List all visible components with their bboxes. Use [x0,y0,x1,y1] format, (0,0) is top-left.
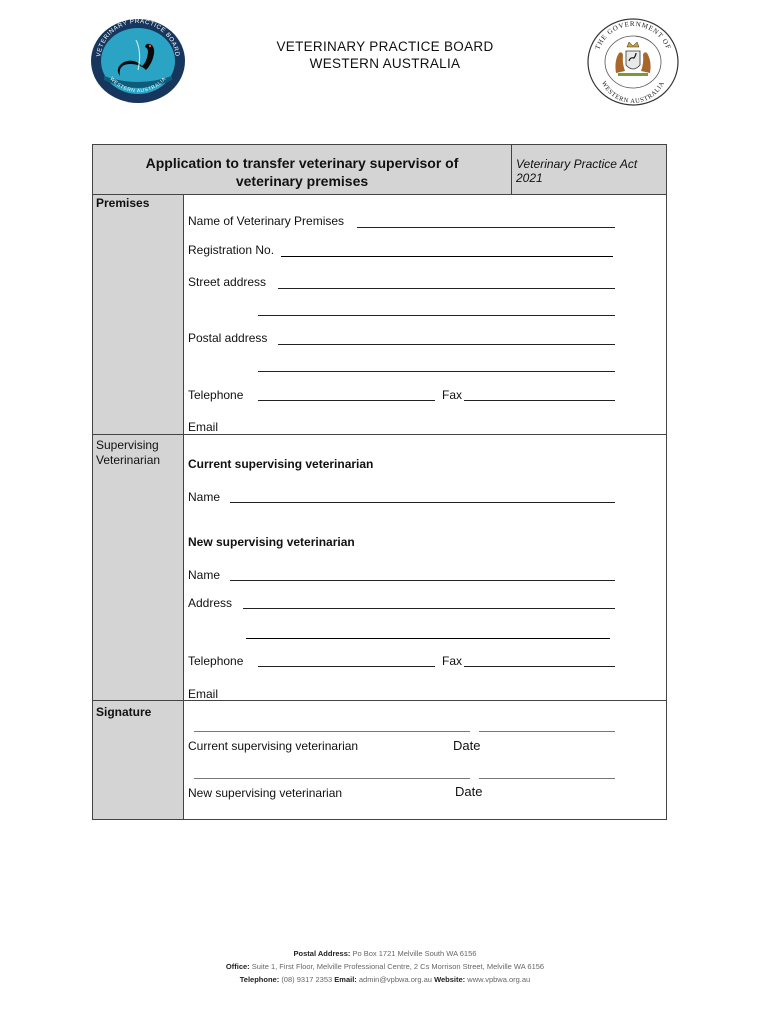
street-address-label: Street address [188,275,267,289]
footer-office [0,960,770,973]
current-vet-name-label: Name [188,490,221,504]
footer-office-value: Suite 1, First Floor, Melville Professional Centre, 2 Cs Morrison Street, Melville WA 6156 [251,962,545,971]
footer-contact [0,973,770,986]
new-vet-name-field[interactable] [230,580,615,581]
title-divider [511,145,512,195]
premises-row-border [92,434,667,435]
wa-coat-of-arms-icon [586,17,680,107]
new-vet-signature-label: New supervising veterinarian [188,786,343,800]
new-vet-date-field[interactable] [479,778,615,779]
current-vet-signature-field[interactable] [194,731,470,732]
new-vet-address-field-1[interactable] [243,608,615,609]
svg-text:THE GOVERNMENT OF: THE GOVERNMENT OF [593,19,673,51]
supervising-section-label [96,438,160,468]
act-name [516,157,637,185]
new-vet-heading: New supervising veterinarian [188,535,355,549]
new-vet-date-label: Date [455,784,483,799]
board-state: WESTERN AUSTRALIA [309,56,461,71]
new-vet-email-label: Email [188,687,219,701]
premises-name-field[interactable] [357,227,615,228]
registration-field[interactable] [281,256,613,257]
new-vet-fax-label: Fax [442,654,463,668]
form-title-line1: Application to transfer veterinary supervisor of [145,155,459,171]
footer-email-key: Email: [334,975,357,984]
supervising-label-line2: Veterinarian [96,453,161,467]
form-title [96,154,508,190]
street-address-field-2[interactable] [258,315,615,316]
svg-text:WESTERN AUSTRALIA: WESTERN AUSTRALIA [108,76,168,95]
premises-fax-field[interactable] [464,400,615,401]
premises-section-label: Premises [96,196,150,210]
supervising-row-border [92,700,667,701]
current-vet-heading: Current supervising veterinarian [188,457,374,471]
current-vet-signature-label: Current supervising veterinarian [188,739,359,753]
premises-fax-label: Fax [442,388,463,402]
form-title-line2: veterinary premises [235,173,369,189]
footer-postal-value: Po Box 1721 Melville South WA 6156 [352,949,477,958]
government-seal [586,17,680,107]
new-vet-fax-field[interactable] [464,666,615,667]
registration-label: Registration No. [188,243,275,257]
new-vet-telephone-label: Telephone [188,654,244,668]
new-vet-name-label: Name [188,568,221,582]
svg-text:WESTERN AUSTRALIA: WESTERN AUSTRALIA [599,80,667,106]
current-vet-name-field[interactable] [230,502,615,503]
label-column-divider [183,195,184,820]
new-vet-signature-field[interactable] [194,778,470,779]
footer-telephone-value: (08) 9317 2353 [281,975,333,984]
street-address-field-1[interactable] [278,288,615,289]
board-name: VETERINARY PRACTICE BOARD [276,39,494,54]
current-vet-date-label: Date [453,738,481,753]
section-label-column [93,195,183,819]
footer-postal [0,947,770,960]
act-name-line1: Veterinary Practice Act [516,157,638,171]
footer [0,947,770,986]
postal-address-field-2[interactable] [258,371,615,372]
postal-address-label: Postal address [188,331,268,345]
signature-section-label: Signature [96,705,152,719]
footer-postal-key: Postal Address: [293,949,351,958]
act-year: 2021 [516,171,543,185]
footer-website-key: Website: [434,975,466,984]
svg-text:VETERINARY PRACTICE BOARD: VETERINARY PRACTICE BOARD [95,18,181,58]
new-vet-address-label: Address [188,596,233,610]
premises-telephone-field[interactable] [258,400,435,401]
postal-address-field-1[interactable] [278,344,615,345]
supervising-label-line1: Supervising [96,438,159,452]
footer-telephone-key: Telephone: [239,975,280,984]
footer-website-link[interactable]: www.vpbwa.org.au [467,975,531,984]
premises-name-label: Name of Veterinary Premises [188,214,345,228]
new-vet-address-field-2[interactable] [246,638,610,639]
premises-email-label: Email [188,420,219,434]
footer-email-link[interactable]: admin@vpbwa.org.au [358,975,432,984]
footer-office-key: Office: [225,962,250,971]
premises-telephone-label: Telephone [188,388,244,402]
new-vet-telephone-field[interactable] [258,666,435,667]
current-vet-date-field[interactable] [479,731,615,732]
